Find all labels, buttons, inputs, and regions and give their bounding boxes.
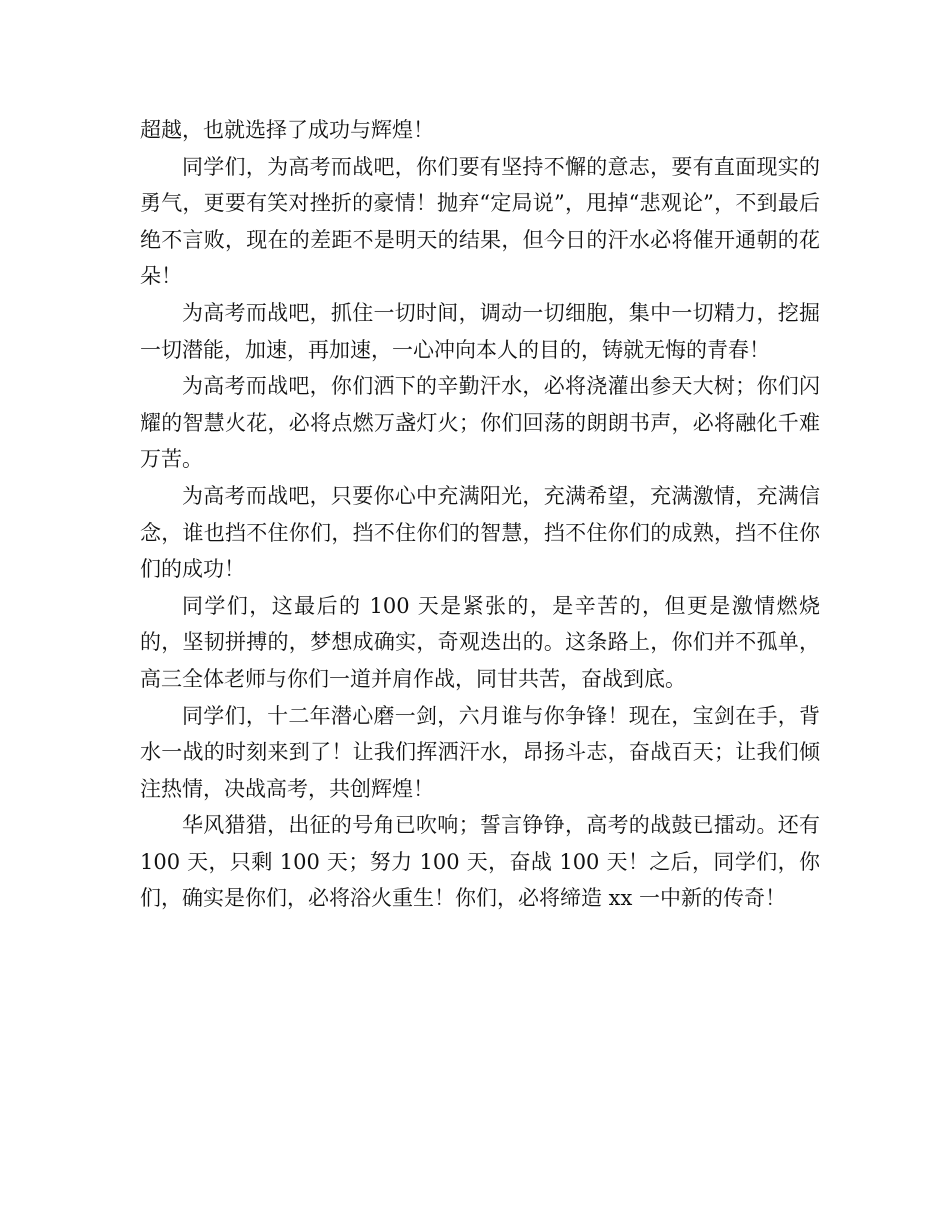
paragraph-continuation: 超越，也就选择了成功与辉煌！ (140, 118, 434, 142)
paragraph: 华风猎猎，出征的号角已吹响；誓言铮铮，高考的战鼓已擂动。还有 100 天，只剩 100 天；努力 100 天，奋战 100 天！之后，同学们，你们，确实是你们，必将浴火重生！你们，必将缔造 xx 一中新的传奇！ (140, 813, 820, 911)
paragraph: 为高考而战吧，你们洒下的辛勤汗水，必将浇灌出参天大树；你们闪耀的智慧火花，必将点燃万盏灯火；你们回荡的朗朗书声，必将融化千难万苦。 (140, 374, 820, 472)
document-body (140, 112, 820, 917)
paragraph: 为高考而战吧，只要你心中充满阳光，充满希望，充满激情，充满信念，谁也挡不住你们，挡不住你们的智慧，挡不住你们的成熟，挡不住你们的成功！ (140, 483, 820, 582)
paragraph: 为高考而战吧，抓住一切时间，调动一切细胞，集中一切精力，挖掘一切潜能，加速，再加速，一心冲向本人的目的，铸就无悔的青春！ (140, 300, 820, 362)
paragraph: 同学们，十二年潜心磨一剑，六月谁与你争锋！现在，宝剑在手，背水一战的时刻来到了！让我们挥洒汗水，昂扬斗志，奋战百天；让我们倾注热情，决战高考，共创辉煌！ (140, 703, 820, 801)
paragraph: 同学们，这最后的 100 天是紧张的，是辛苦的，但更是激情燃烧的，坚韧拼搏的，梦想成确实，奇观迭出的。这条路上，你们并不孤单，高三全体老师与你们一道并肩作战，同甘共苦，奋战到底。 (140, 593, 820, 691)
paragraph: 同学们，为高考而战吧，你们要有坚持不懈的意志，要有直面现实的勇气，更要有笑对挫折的豪情！抛弃“定局说”，甩掉“悲观论”，不到最后绝不言败，现在的差距不是明天的结果，但今日的汗水必将催开通朝的花朵！ (140, 154, 820, 289)
